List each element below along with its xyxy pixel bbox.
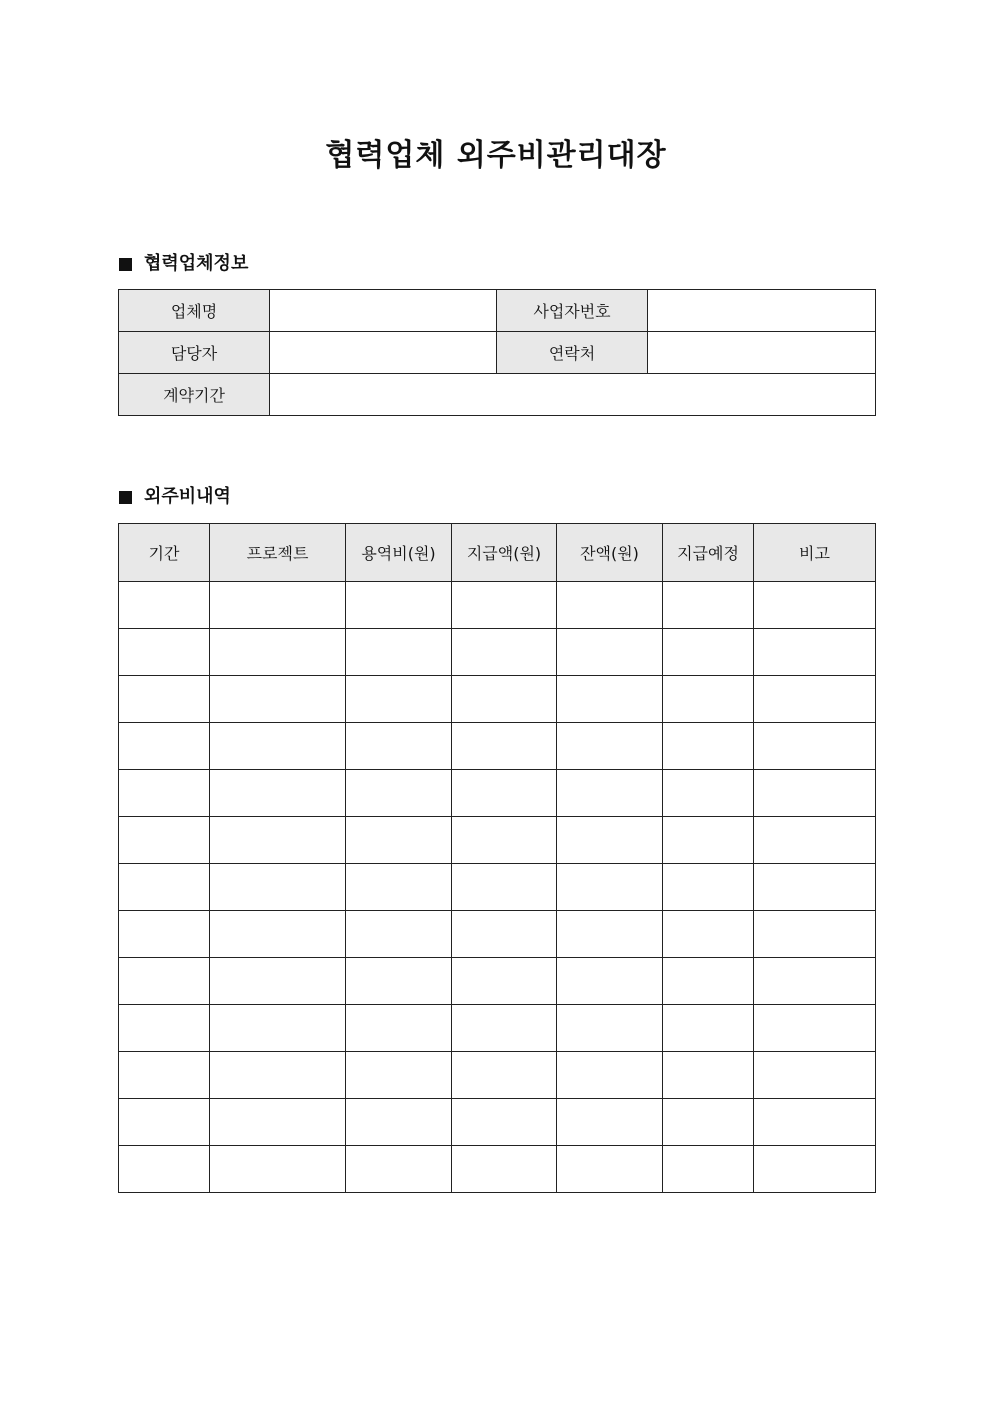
business-number-field[interactable] [648, 290, 876, 332]
square-bullet-icon [119, 491, 132, 504]
project-cell[interactable] [210, 629, 346, 676]
service-fee-cell[interactable] [346, 1005, 452, 1052]
remarks-cell[interactable] [754, 1052, 876, 1099]
period-cell[interactable] [119, 864, 210, 911]
table-row [119, 770, 876, 817]
scheduled-payment-cell[interactable] [663, 911, 754, 958]
remarks-cell[interactable] [754, 1099, 876, 1146]
service-fee-cell[interactable] [346, 911, 452, 958]
period-cell[interactable] [119, 770, 210, 817]
table-row [119, 676, 876, 723]
column-header-period: 기간 [119, 524, 210, 582]
paid-amount-cell[interactable] [452, 1146, 557, 1193]
scheduled-payment-cell[interactable] [663, 723, 754, 770]
period-cell[interactable] [119, 911, 210, 958]
scheduled-payment-cell[interactable] [663, 864, 754, 911]
scheduled-payment-cell[interactable] [663, 676, 754, 723]
period-cell[interactable] [119, 723, 210, 770]
balance-cell[interactable] [557, 958, 663, 1005]
column-header-remarks: 비고 [754, 524, 876, 582]
service-fee-cell[interactable] [346, 1052, 452, 1099]
column-header-scheduled-payment: 지급예정 [663, 524, 754, 582]
paid-amount-cell[interactable] [452, 770, 557, 817]
balance-cell[interactable] [557, 864, 663, 911]
contact-person-field[interactable] [270, 332, 497, 374]
expense-table-body [119, 582, 876, 1193]
balance-cell[interactable] [557, 629, 663, 676]
partner-info-heading-text: 협력업체정보 [144, 253, 249, 274]
table-row [119, 1052, 876, 1099]
table-row [119, 817, 876, 864]
remarks-cell[interactable] [754, 1005, 876, 1052]
table-row [119, 1005, 876, 1052]
remarks-cell[interactable] [754, 629, 876, 676]
service-fee-cell[interactable] [346, 629, 452, 676]
project-cell[interactable] [210, 582, 346, 629]
service-fee-cell[interactable] [346, 723, 452, 770]
scheduled-payment-cell[interactable] [663, 770, 754, 817]
balance-cell[interactable] [557, 911, 663, 958]
phone-field[interactable] [648, 332, 876, 374]
partner-info-row [119, 332, 876, 374]
table-row [119, 629, 876, 676]
scheduled-payment-cell[interactable] [663, 1005, 754, 1052]
column-header-balance: 잔액(원) [557, 524, 663, 582]
project-cell[interactable] [210, 723, 346, 770]
column-header-paid-amount: 지급액(원) [452, 524, 557, 582]
expense-heading [119, 485, 231, 509]
business-number-label: 사업자번호 [497, 290, 648, 332]
remarks-cell[interactable] [754, 911, 876, 958]
service-fee-cell[interactable] [346, 1146, 452, 1193]
period-cell[interactable] [119, 1052, 210, 1099]
project-cell[interactable] [210, 1099, 346, 1146]
column-header-service-fee: 용역비(원) [346, 524, 452, 582]
remarks-cell[interactable] [754, 770, 876, 817]
partner-info-heading [119, 252, 248, 276]
paid-amount-cell[interactable] [452, 864, 557, 911]
period-cell[interactable] [119, 1146, 210, 1193]
remarks-cell[interactable] [754, 958, 876, 1005]
remarks-cell[interactable] [754, 864, 876, 911]
balance-cell[interactable] [557, 1005, 663, 1052]
paid-amount-cell[interactable] [452, 1099, 557, 1146]
project-cell[interactable] [210, 817, 346, 864]
paid-amount-cell[interactable] [452, 911, 557, 958]
partner-info-row [119, 374, 876, 416]
project-cell[interactable] [210, 864, 346, 911]
paid-amount-cell[interactable] [452, 958, 557, 1005]
service-fee-cell[interactable] [346, 770, 452, 817]
scheduled-payment-cell[interactable] [663, 582, 754, 629]
balance-cell[interactable] [557, 770, 663, 817]
table-row [119, 1099, 876, 1146]
table-row [119, 958, 876, 1005]
project-cell[interactable] [210, 958, 346, 1005]
balance-cell[interactable] [557, 582, 663, 629]
expense-header-row [119, 524, 876, 582]
service-fee-cell[interactable] [346, 582, 452, 629]
remarks-cell[interactable] [754, 582, 876, 629]
scheduled-payment-cell[interactable] [663, 817, 754, 864]
table-row [119, 864, 876, 911]
balance-cell[interactable] [557, 723, 663, 770]
scheduled-payment-cell[interactable] [663, 629, 754, 676]
period-cell[interactable] [119, 1099, 210, 1146]
remarks-cell[interactable] [754, 676, 876, 723]
period-cell[interactable] [119, 676, 210, 723]
expense-heading-text: 외주비내역 [144, 486, 231, 507]
table-row [119, 582, 876, 629]
table-row [119, 911, 876, 958]
square-bullet-icon [119, 258, 132, 271]
column-header-project: 프로젝트 [210, 524, 346, 582]
period-cell[interactable] [119, 817, 210, 864]
scheduled-payment-cell[interactable] [663, 958, 754, 1005]
service-fee-cell[interactable] [346, 817, 452, 864]
scheduled-payment-cell[interactable] [663, 1052, 754, 1099]
project-cell[interactable] [210, 676, 346, 723]
company-name-label: 업체명 [119, 290, 270, 332]
scheduled-payment-cell[interactable] [663, 1099, 754, 1146]
period-cell[interactable] [119, 582, 210, 629]
paid-amount-cell[interactable] [452, 582, 557, 629]
balance-cell[interactable] [557, 1099, 663, 1146]
balance-cell[interactable] [557, 1052, 663, 1099]
project-cell[interactable] [210, 1052, 346, 1099]
balance-cell[interactable] [557, 676, 663, 723]
company-name-field[interactable] [270, 290, 497, 332]
project-cell[interactable] [210, 770, 346, 817]
table-row [119, 1146, 876, 1193]
page-title: 협력업체 외주비관리대장 [325, 138, 667, 173]
paid-amount-cell[interactable] [452, 1005, 557, 1052]
project-cell[interactable] [210, 1005, 346, 1052]
remarks-cell[interactable] [754, 723, 876, 770]
project-cell[interactable] [210, 911, 346, 958]
period-cell[interactable] [119, 1005, 210, 1052]
contact-person-label: 담당자 [119, 332, 270, 374]
project-cell[interactable] [210, 1146, 346, 1193]
partner-info-row [119, 290, 876, 332]
balance-cell[interactable] [557, 817, 663, 864]
service-fee-cell[interactable] [346, 864, 452, 911]
partner-info-table [118, 289, 876, 416]
period-cell[interactable] [119, 629, 210, 676]
service-fee-cell[interactable] [346, 676, 452, 723]
remarks-cell[interactable] [754, 1146, 876, 1193]
period-cell[interactable] [119, 958, 210, 1005]
service-fee-cell[interactable] [346, 1099, 452, 1146]
paid-amount-cell[interactable] [452, 629, 557, 676]
paid-amount-cell[interactable] [452, 1052, 557, 1099]
balance-cell[interactable] [557, 1146, 663, 1193]
contract-period-field[interactable] [270, 374, 876, 416]
scheduled-payment-cell[interactable] [663, 1146, 754, 1193]
phone-label: 연락처 [497, 332, 648, 374]
paid-amount-cell[interactable] [452, 817, 557, 864]
expense-table [118, 523, 876, 1193]
remarks-cell[interactable] [754, 817, 876, 864]
paid-amount-cell[interactable] [452, 676, 557, 723]
contract-period-label: 계약기간 [119, 374, 270, 416]
paid-amount-cell[interactable] [452, 723, 557, 770]
table-row [119, 723, 876, 770]
service-fee-cell[interactable] [346, 958, 452, 1005]
